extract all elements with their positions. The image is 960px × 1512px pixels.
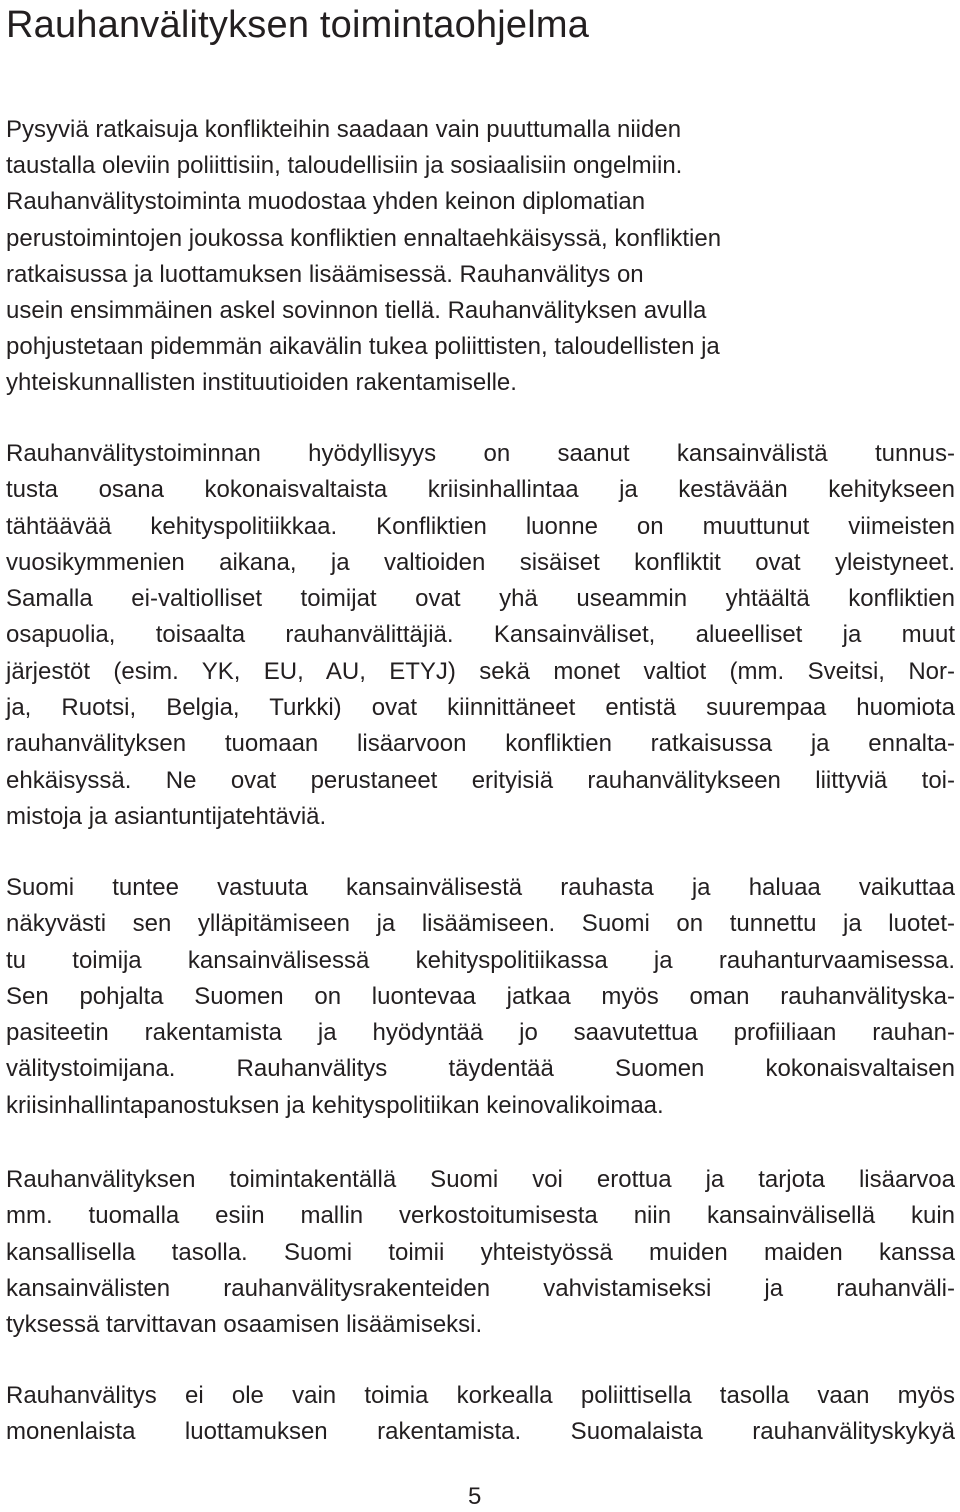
page-title: Rauhanvälityksen toimintaohjelma	[6, 4, 590, 46]
paragraph-1	[6, 112, 721, 402]
text-line: Pysyviä ratkaisuja konflikteihin saadaan vain puuttumalla niiden	[6, 116, 682, 143]
text-line: rauhanvälityksen tuomaan lisäarvoon konfliktien ratkaisussa ja ennalta-	[6, 730, 955, 758]
text-line: Rauhanvälitystoiminta muodostaa yhden keinon diplomatian	[6, 188, 646, 216]
text-line: ratkaisussa ja luottamuksen lisäämisessä. Rauhanvälitys on	[6, 260, 644, 288]
text-line: monenlaista luottamuksen rakentamista. Suomalaista rauhanvälityskykyä	[6, 1418, 955, 1446]
text-line: tyksessä tarvittavan osaamisen lisäämiseksi.	[6, 1311, 483, 1339]
text-line: Samalla ei-valtiolliset toimijat ovat yhä useammin yhtäältä konfliktien	[6, 585, 955, 613]
page-number: 5	[468, 1483, 482, 1510]
text-line: usein ensimmäinen askel sovinnon tiellä. Rauhanvälityksen avulla	[6, 297, 707, 325]
text-line: pasiteetin rakentamista ja hyödyntää jo saavutettua profiiliaan rauhan-	[6, 1019, 955, 1047]
text-line: tusta osana kokonaisvaltaista kriisinhallintaa ja kestävään kehitykseen	[6, 476, 955, 504]
text-line: tu toimija kansainvälisessä kehityspolitiikassa ja rauhanturvaamisessa.	[6, 946, 955, 974]
text-line: mistoja ja asiantuntijatehtäviä.	[6, 802, 327, 830]
text-line: mm. tuomalla esiin mallin verkostoitumisesta niin kansainvälisellä kuin	[6, 1202, 955, 1230]
paragraph-4	[6, 1162, 955, 1343]
text-line: näkyvästi sen ylläpitämiseen ja lisäämiseen. Suomi on tunnettu ja luotet-	[6, 910, 955, 938]
text-line: taustalla oleviin poliittisiin, taloudellisiin ja sosiaalisiin ongelmiin.	[6, 152, 683, 180]
text-line: Rauhanvälitystoiminnan hyödyllisyys on saanut kansainvälistä tunnus-	[6, 440, 955, 467]
text-line: Suomi tuntee vastuuta kansainvälisestä rauhasta ja haluaa vaikuttaa	[6, 874, 955, 901]
text-line: vuosikymmenien aikana, ja valtioiden sisäiset konfliktit ovat yleistyneet.	[6, 548, 955, 576]
text-line: välitystoimijana. Rauhanvälitys täydentää Suomen kokonaisvaltaisen	[6, 1055, 955, 1083]
text-line: tähtäävää kehityspolitiikkaa. Konfliktien luonne on muuttunut viimeisten	[6, 512, 955, 540]
text-line: yhteiskunnallisten instituutioiden rakentamiselle.	[6, 369, 517, 397]
text-line: Rauhanvälitys ei ole vain toimia korkealla poliittisella tasolla vaan myös	[6, 1382, 955, 1409]
paragraph-3	[6, 870, 955, 1124]
paragraph-5	[6, 1378, 955, 1451]
text-line: osapuolia, toisaalta rauhanvälittäjiä. Kansainväliset, alueelliset ja muut	[6, 621, 955, 649]
paragraph-2	[6, 436, 955, 835]
text-line: perustoimintojen joukossa konfliktien ennaltaehkäisyssä, konfliktien	[6, 224, 722, 252]
text-line: kansainvälisten rauhanvälitysrakenteiden vahvistamiseksi ja rauhanväli-	[6, 1274, 955, 1302]
text-line: kriisinhallintapanostuksen ja kehityspolitiikan keinovalikoimaa.	[6, 1091, 664, 1119]
text-line: ehkäisyssä. Ne ovat perustaneet erityisiä rauhanvälitykseen liittyviä toi-	[6, 766, 955, 794]
text-line: kansallisella tasolla. Suomi toimii yhteistyössä muiden maiden kanssa	[6, 1238, 955, 1266]
text-line: Rauhanvälityksen toimintakentällä Suomi voi erottua ja tarjota lisäarvoa	[6, 1166, 955, 1193]
text-line: järjestöt (esim. YK, EU, AU, ETYJ) sekä monet valtiot (mm. Sveitsi, Nor-	[6, 657, 955, 685]
text-line: Sen pohjalta Suomen on luontevaa jatkaa myös oman rauhanvälityska-	[6, 982, 955, 1010]
text-line: pohjustetaan pidemmän aikavälin tukea poliittisten, taloudellisten ja	[6, 333, 720, 361]
text-line: ja, Ruotsi, Belgia, Turkki) ovat kiinnittäneet entistä suurempaa huomiota	[6, 694, 955, 722]
